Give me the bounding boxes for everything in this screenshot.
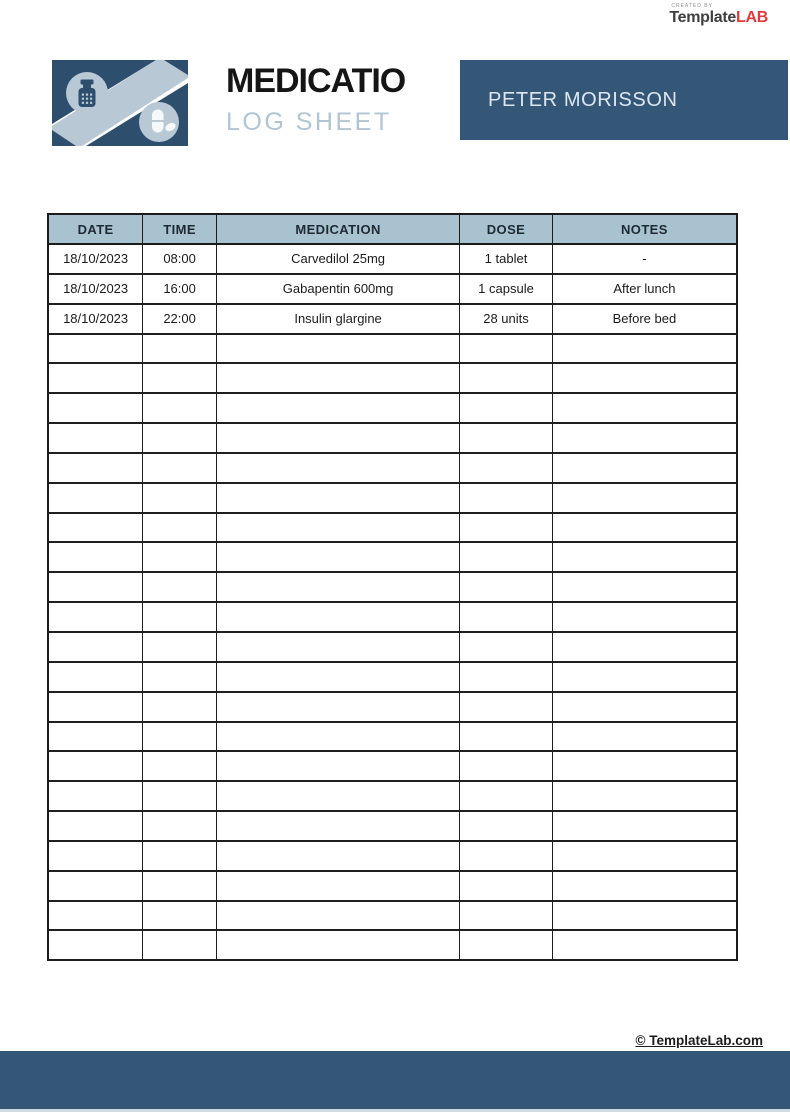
patient-name: PETER MORISSON [488,88,678,111]
table-cell: 16:00 [143,274,217,304]
table-cell [216,542,459,572]
medication-table-body [48,244,737,960]
table-row-empty [48,513,737,543]
table-cell: Insulin glargine [216,304,459,334]
table-cell: 22:00 [143,304,217,334]
table-row-empty [48,692,737,722]
table-cell [143,423,217,453]
table-row-empty [48,811,737,841]
column-header-dose: DOSE [460,214,553,244]
table-cell [143,662,217,692]
table-row-empty [48,662,737,692]
table-cell [460,871,553,901]
table-cell [552,871,737,901]
table-cell [216,781,459,811]
medication-logo [52,60,188,146]
table-cell [552,781,737,811]
table-cell [216,871,459,901]
column-header-date: DATE [48,214,143,244]
table-cell [552,930,737,960]
table-cell [216,662,459,692]
table-cell [48,632,143,662]
table-cell [460,453,553,483]
table-cell [216,632,459,662]
table-cell [143,513,217,543]
table-cell: 1 tablet [460,244,553,274]
table-cell [460,423,553,453]
table-cell [460,692,553,722]
pills-icon [139,102,179,142]
table-cell: 18/10/2023 [48,244,143,274]
table-cell [460,841,553,871]
table-cell [48,602,143,632]
medication-table [47,213,738,961]
table-cell [48,662,143,692]
table-cell [143,453,217,483]
table-cell [216,602,459,632]
table-cell [460,930,553,960]
table-cell [552,363,737,393]
created-by-label: CREATED BY [671,3,713,9]
table-cell [143,483,217,513]
table-row [48,244,737,274]
table-cell [143,930,217,960]
table-cell [48,722,143,752]
table-row-empty [48,930,737,960]
bottom-edge-strip [0,1109,790,1112]
footer-credit-link[interactable]: © TemplateLab.com [635,1033,763,1048]
table-cell [460,722,553,752]
table-cell [216,692,459,722]
table-cell [143,722,217,752]
medication-table-container [47,213,738,961]
table-cell [48,542,143,572]
templatelab-watermark[interactable] [669,4,768,26]
table-cell [48,841,143,871]
table-cell [460,393,553,423]
table-cell [216,423,459,453]
table-row-empty [48,841,737,871]
page-subtitle: LOG SHEET [226,107,392,136]
table-cell [216,334,459,364]
table-row-empty [48,632,737,662]
table-row-empty [48,572,737,602]
column-header-time: TIME [143,214,217,244]
table-cell [48,363,143,393]
table-cell [552,901,737,931]
table-cell [552,453,737,483]
table-cell [48,334,143,364]
table-cell [460,662,553,692]
table-cell: Gabapentin 600mg [216,274,459,304]
table-cell [143,781,217,811]
table-cell [216,901,459,931]
page-title: MEDICATIO [226,64,406,100]
table-cell [216,751,459,781]
table-cell [460,363,553,393]
table-cell [552,722,737,752]
table-cell [143,393,217,423]
table-cell [143,542,217,572]
table-cell [552,811,737,841]
table-cell [552,572,737,602]
table-row-empty [48,453,737,483]
table-cell [552,751,737,781]
table-cell: 18/10/2023 [48,304,143,334]
title-block [226,64,458,137]
brand-name-lab: LAB [736,9,768,26]
table-cell [143,751,217,781]
table-row-empty [48,334,737,364]
table-cell [460,901,553,931]
table-cell [143,632,217,662]
table-cell [143,871,217,901]
table-cell [460,542,553,572]
table-cell [460,632,553,662]
table-cell [48,751,143,781]
table-cell [143,363,217,393]
table-cell: 08:00 [143,244,217,274]
table-cell [48,483,143,513]
table-cell [48,513,143,543]
table-cell [460,334,553,364]
column-header-notes: NOTES [552,214,737,244]
table-cell [216,483,459,513]
table-cell [552,423,737,453]
table-cell [48,781,143,811]
table-row-empty [48,602,737,632]
table-cell [48,692,143,722]
table-cell [48,811,143,841]
table-cell [216,453,459,483]
table-row-empty [48,722,737,752]
table-cell [552,841,737,871]
table-cell [460,751,553,781]
logo-graphic [52,60,188,146]
table-cell [48,393,143,423]
table-cell: Carvedilol 25mg [216,244,459,274]
table-cell: 1 capsule [460,274,553,304]
table-row-empty [48,751,737,781]
table-cell [552,393,737,423]
table-cell [48,930,143,960]
table-cell [143,811,217,841]
table-cell [552,662,737,692]
table-cell [143,572,217,602]
table-cell [460,781,553,811]
table-cell: Before bed [552,304,737,334]
table-row-empty [48,542,737,572]
table-cell [216,393,459,423]
table-cell: 28 units [460,304,553,334]
table-cell [216,841,459,871]
table-cell [143,692,217,722]
table-cell [552,542,737,572]
table-row-empty [48,363,737,393]
table-cell [48,453,143,483]
table-row-empty [48,781,737,811]
table-cell [143,602,217,632]
table-cell [48,572,143,602]
table-cell [143,901,217,931]
table-cell [216,930,459,960]
table-row-empty [48,393,737,423]
table-cell: 18/10/2023 [48,274,143,304]
templatelab-logo-text [669,9,768,26]
table-row-empty [48,901,737,931]
table-cell [460,602,553,632]
table-cell [552,334,737,364]
table-head-row [48,214,737,244]
table-cell [460,811,553,841]
table-cell [460,483,553,513]
table-row-empty [48,871,737,901]
table-row-empty [48,423,737,453]
table-cell [460,572,553,602]
table-cell [143,334,217,364]
table-cell: After lunch [552,274,737,304]
column-header-medication: MEDICATION [216,214,459,244]
table-cell [216,572,459,602]
table-cell [552,632,737,662]
table-cell [143,841,217,871]
table-cell: - [552,244,737,274]
table-cell [552,483,737,513]
table-cell [48,901,143,931]
table-cell [216,363,459,393]
table-cell [460,513,553,543]
table-cell [552,602,737,632]
medicine-bottle-icon [66,72,108,114]
patient-name-panel [460,60,788,140]
table-cell [48,423,143,453]
table-cell [48,871,143,901]
table-row [48,274,737,304]
table-cell [552,692,737,722]
table-cell [216,722,459,752]
table-row [48,304,737,334]
table-row-empty [48,483,737,513]
brand-name-template: Template [669,9,737,26]
table-cell [216,811,459,841]
bottom-bar [0,1051,790,1109]
table-cell [216,513,459,543]
table-cell [552,513,737,543]
